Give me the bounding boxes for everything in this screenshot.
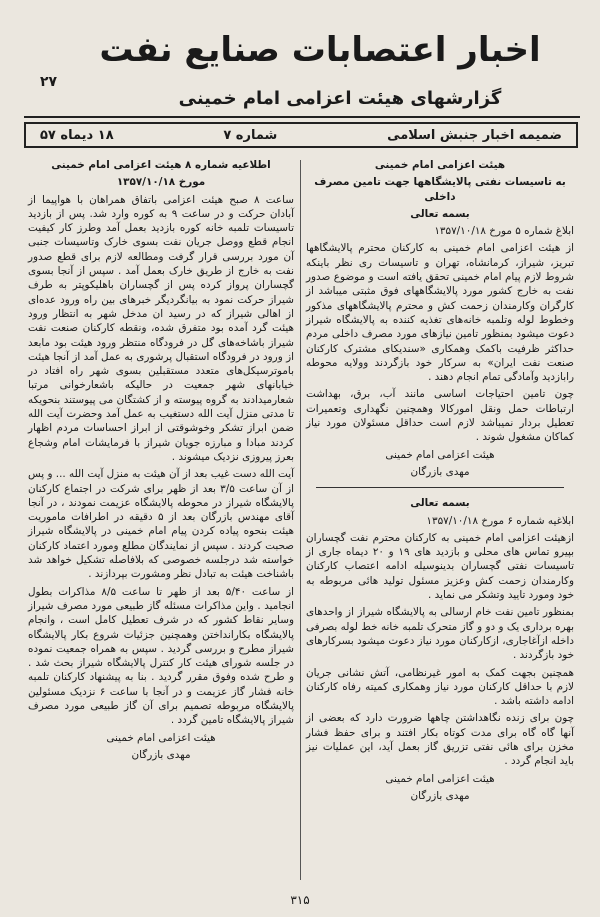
subtitle: گزارشهای هیئت اعزامی امام خمینی (178, 88, 502, 109)
masthead-rule (24, 116, 580, 118)
right-separator (316, 487, 564, 488)
right-notice-line-2: ابلاغیه شماره ۶ مورخ ۱۳۵۷/۱۰/۱۸ (426, 514, 574, 527)
issue-number: شماره ۷ (223, 127, 278, 143)
right-signature-1: هیئت اعزامی امام خمینی (385, 448, 495, 461)
left-signature-1: هیئت اعزامی امام خمینی (106, 731, 216, 744)
right-heading-3: بسمه تعالی (410, 207, 470, 220)
left-heading-1: اطلاعیه شماره ۸ هیئت اعزامی امام خمینی (51, 159, 271, 171)
left-signature-2: مهدی بازرگان (131, 748, 191, 761)
right-paragraph-3: ازهیئت اعزامی امام خمینی به کارکنان محترم نفت گچساران بپیرو تماس های محلی و بازدید های ۱۹ و ۲۰ دیماه جاری از تاسیسات نفتی گچساران بدینوسیله ادامه اعتصاب کارکنان وکارمندان زحمت کش وعزیز مسئول تولید هائی مربوطه به خود ومورد تایید وتشکر می نماید . (306, 531, 574, 602)
right-paragraph-1: از هیئت اعزامی امام خمینی به کارکنان محترم پالایشگاهها تبریز، شیراز، کرمانشاه، تهران و تاسیسات ری نظر باینکه شروط لازم پیام امام خمینی تحقق یافته است و موضوع صدور نفت به خارج کشور مورد پالایشگاههای فوق مثبتی میباشد از کارگران وکارمندان زحمت کش و محترم پالایشگاههای مذکور وخطوط لوله وتلمبه خانه‌های تغذیه کننده به پالایشگاه شیراز دعوت میشود بمنظور تامین نیازهای مورد مصرف داخلی مردم حداکثر ظرفیت باکمک وهمکاری «سندیکای مشترک کارکنان صنعت نفت ایران» به سرکار خود بازگردند وولایه محوطه رابازدید وآمادگی تمام انجام دهند . (306, 242, 574, 384)
right-paragraph-6: چون برای زنده نگاهداشتن چاهها ضرورت دارد که بعضی از آنها گاه گاه برای مدت کوتاه بکار افتند و برای حفظ فشار مخزن برای هائی نفتی تزریق گاز بعمل آید، این عملیات نیز باید انجام گردد . (306, 712, 574, 768)
page-number: ۲۷ (40, 74, 58, 90)
right-paragraph-4: بمنظور تامین نفت خام ارسالی به پالایشگاه شیراز از واحدهای بهره برداری یک و دو و گاز متحرک تلمبه خانه خط لوله بصرفی داخله ازآغاجاری، ازکارکنان مورد نیاز دعوت میشود بسرکارهای خود بازگردند . (305, 606, 574, 662)
left-paragraph-2: آیت الله دست غیب بعد از آن هیئت به منزل آیت الله ... و پس از آن ساعت ۳/۵ بعد از ظهر برای شرکت در اجتماع کارکنان پالایشگاه شیراز در محوطه پالایشگاه عزیمت نمودند ، در آنجا آقای مهندس بازرگان بعد از ۵ دقیقه در اطرافات ماموریت هیئت بنحوه پیاده کردن پیام امام خمینی در پالایشگاه شیراز صحبت کردند . سپس از نمایندگان مطلع ومورد اعتماد کارکنان خواسته شد درجلسه خصوصی که بلافاصله تشکیل خواهد شد باشناخت هیئت به تبادل نظر ومشورت بپردازند . (28, 468, 295, 581)
right-paragraph-2: چون تامین احتیاجات اساسی مانند آب، برق، بهداشت ارتباطات حمل ونقل امورکالا وهمچنین نگهداری وتعمیرات تعطیل بردار نمیباشد لازم است حداقل مسئولان مورد نیاز کماکان مشغول شوند . (306, 388, 574, 444)
right-signature-3: هیئت اعزامی امام خمینی (385, 772, 495, 785)
issue-box (24, 122, 578, 148)
left-column (28, 158, 294, 765)
left-paragraph-1: ساعت ۸ صبح هیئت اعزامی باتفاق همراهان با هواپیما از آبادان حرکت و در ساعت ۹ به کوره وارد شد. پس از بازدید تاسیسات تلمبه خانه کوره بازدید بعمل آمد وطرز کار کیفیت انجام قطع ووصل جریان نفت بسوی خارک وتاسیسات جنبی آن مورد بررسی قرار گرفت ومطالعه لازم برای قطع صدور نفت به خارج از طریق خارک بعمل آمد . سپس از آنجا بسوی گچساران پرواز کرده پس از گچساران باهلیکوپتر به طرف شیراز حرکت نمود به بیانگردیگر خبرهای بین راه ورود عده‌ای از اهالی شیراز که در رسید ان مدخل شهر به انتظار ورود هیئت گرد آمده بود متفرق شده، ونقطه کارکنان صنعت نفت شیراز باشاخه‌های گل در فرودگاه منتظر ورود هیئت بود مابعد از ورود در فرودگاه استقبال پرشوری به عمل آمد از آنجا هیئت باموترسیکل‌های متعدد مستقبلین بسوی شهر راه افتاد در خیابانهای شهر جمعیت در حالیکه باشعارخوانی مرتبا شعارمیدادند به گروه پیوسته و از کشتگان می پیوستند بنحویکه تا مدتی منزل آیت الله دستغیب به عمل آمد وحضرت آیت الله ضمن ابراز تشکر وخوشوقتی از ابراز احساسات مردم اظهار کردند مبادا و مبارزه جویان شیراز با فرمایشات امام وشجاع بعرز پیروزی نزدیک میشوند . (28, 193, 294, 463)
right-notice-line: ابلاغ شماره ۵ مورخ ۱۳۵۷/۱۰/۱۸ (434, 225, 574, 238)
right-column (306, 158, 574, 806)
right-paragraph-5: همچنین بجهت کمک به امور غیرنظامی، آتش نشانی جریان لازم با حداقل کارکنان مورد نیاز وهمکاری کمیته رفاه کارکنان ادامه داشته باشد . (306, 666, 574, 708)
right-heading-1: هیئت اعزامی امام خمینی (374, 159, 506, 171)
issue-date: ۱۸ دیماه ۵۷ (40, 127, 114, 143)
issue-label: ضمیمه اخبار جنبش اسلامی (387, 127, 562, 143)
left-paragraph-3: از ساعت ۵/۴۰ بعد از ظهر تا ساعت ۸/۵ مذاکرات بطول انجامید . واین مذاکرات مسئله گاز طبیعی مورد مصرف شیراز وسایر نقاط کشور که در شرف تعطیل کامل است ، وانجام پالایشگاه بکارانداختن وهمچنین جزئیات شروع بکار پالایشگاه شیراز مطرح و بررسی گردید . سپس به همراه جمعیت نموده در جلسه شورای هیئت کار کنترل پالایشگاه شیراز بحث شد . و طرح شده وفوق مقرر گردید . بنا به پیشنهاد کارکنان تلمبه خانه فشار گاز عزیمت و در آنجا با ساعت ۶ نزدیک مسئولین پالایشگاه مربوطه تصمیم برای آن گاز طبیعی مورد مصرف شیراز پالایشگاه تامین گردد . (28, 585, 294, 727)
footer-page-number: ۳۱۵ (290, 893, 310, 907)
right-signature-2: مهدی بازرگان (410, 465, 470, 478)
right-heading-4: بسمه تعالی (410, 497, 470, 510)
right-signature-4: مهدی بازرگان (410, 789, 470, 802)
left-heading-2: مورخ ۱۳۵۷/۱۰/۱۸ (116, 176, 206, 189)
masthead: اخبار اعتصابات صنایع نفت (99, 30, 541, 70)
column-divider (300, 160, 301, 880)
right-heading-2: به تاسیسات نفتی پالایشگاهها جهت تامین مصرف داخلی (314, 176, 566, 203)
